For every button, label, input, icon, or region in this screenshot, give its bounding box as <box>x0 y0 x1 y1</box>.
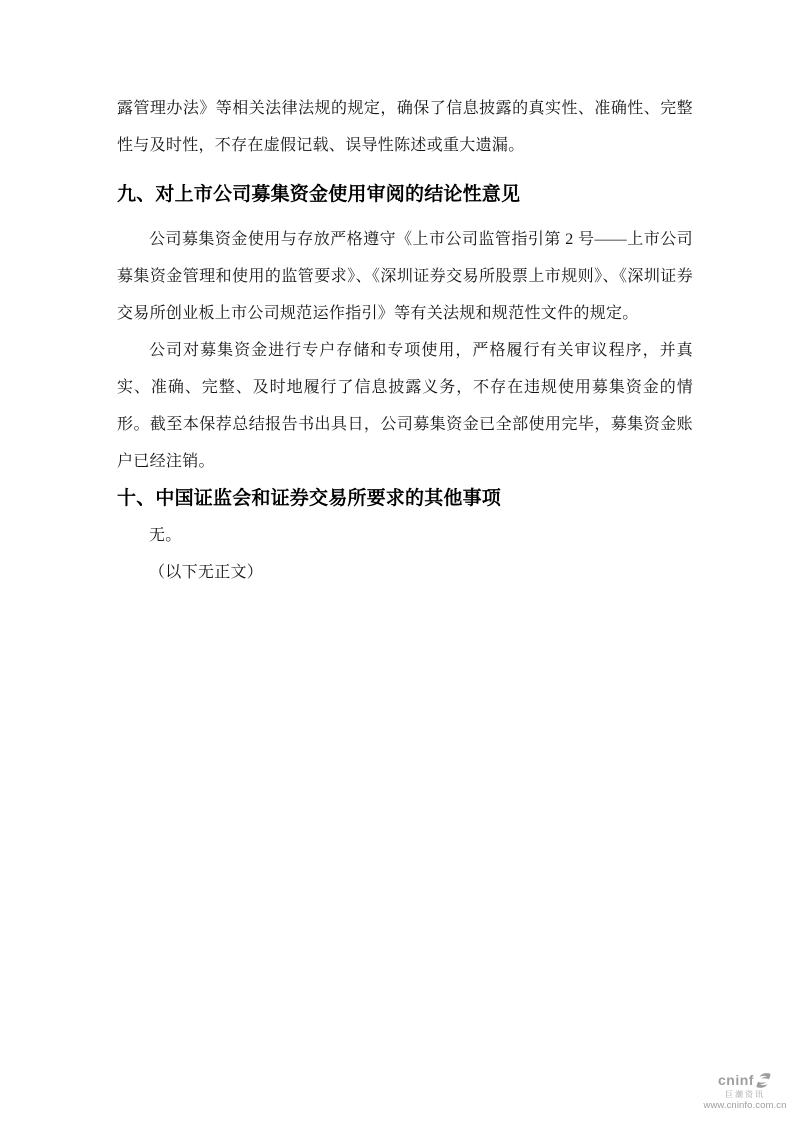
cninfo-brand-chinese: 巨潮资讯 <box>725 1089 765 1099</box>
section-10-paragraph-none: 无。 <box>149 527 182 544</box>
cninfo-brand-text: cninf <box>718 1072 754 1089</box>
section-9-paragraph-1: 公司募集资金使用与存放严格遵守《上市公司监管指引第 2 号——上市公司募集资金管理和使用的监管要求》、《深圳证券交易所股票上市规则》、《深圳证券交易所创业板上市公司规范运作指引》等有关法规和规范性文件的规定。 <box>117 231 693 322</box>
cninfo-watermark <box>701 1072 789 1112</box>
section-9-heading: 九、对上市公司募集资金使用审阅的结论性意见 <box>117 184 521 205</box>
closing-note: （以下无正文） <box>149 564 264 581</box>
cninfo-swirl-icon <box>755 1072 772 1089</box>
cninfo-url: www.cninfo.com.cn <box>703 1100 787 1112</box>
cninfo-brand-row <box>701 1072 789 1089</box>
paragraph-continuation: 露管理办法》等相关法律法规的规定，确保了信息披露的真实性、准确性、完整性与及时性，不存在虚假记载、误导性陈述或重大遗漏。 <box>117 100 693 154</box>
section-9-paragraph-2: 公司对募集资金进行专户存储和专项使用，严格履行有关审议程序，并真实、准确、完整、及时地履行了信息披露义务，不存在违规使用募集资金的情形。截至本保荐总结报告书出具日，公司募集资金已全部使用完毕，募集资金账户已经注销。 <box>117 342 693 470</box>
section-10-heading: 十、中国证监会和证券交易所要求的其他事项 <box>117 488 502 509</box>
